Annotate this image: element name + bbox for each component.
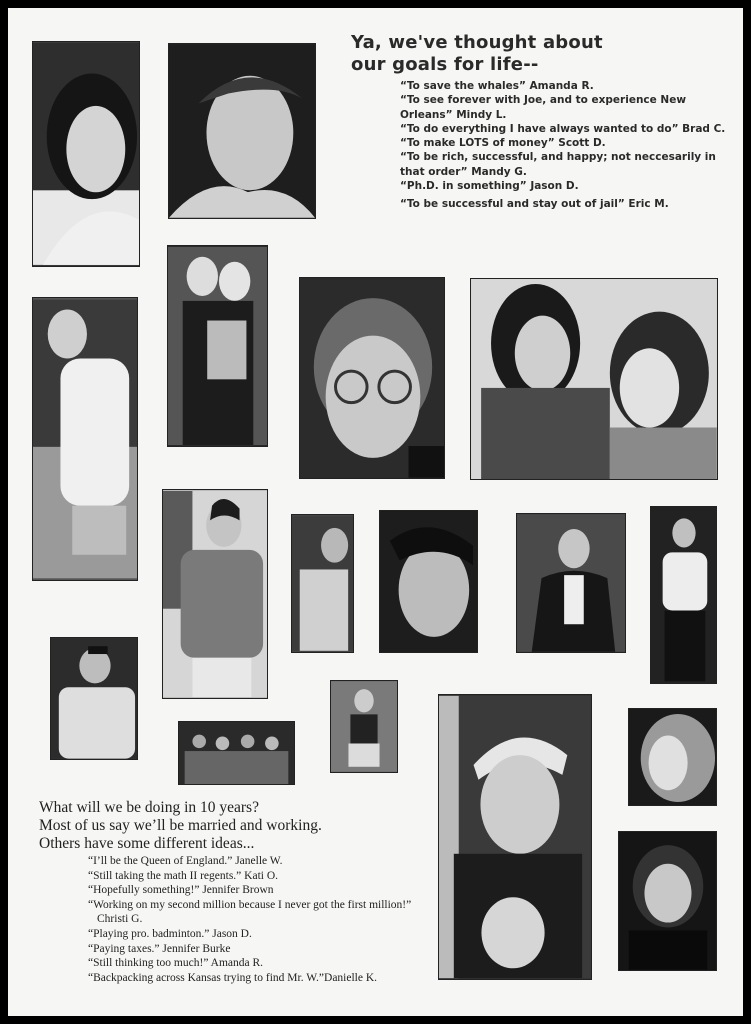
goals-heading-line-1: Ya, we've thought about	[351, 32, 603, 53]
goals-quote: “To make LOTS of money” Scott D.	[400, 137, 606, 150]
photo-group-sitting	[178, 721, 295, 785]
photo-person-seated	[330, 680, 398, 773]
goals-quote: “Ph.D. in something” Jason D.	[400, 180, 579, 193]
photo-girl-glasses-closeup	[299, 277, 445, 479]
goals-quote: “To be successful and stay out of jail” Eric M.	[400, 198, 669, 211]
photo-girl-white-tshirt	[32, 297, 138, 581]
photo-boy-cap-thumbs-up	[438, 694, 592, 980]
ten-years-quote: “Still thinking too much!” Amanda R.	[88, 957, 264, 970]
ten-years-heading-line-2: Most of us say we’ll be married and working.	[39, 817, 322, 834]
yearbook-page	[8, 8, 743, 1016]
goals-quote-list	[400, 79, 740, 212]
photo-boy-smiling	[168, 43, 316, 219]
photo-boy-tuxedo	[516, 513, 626, 653]
goals-quote: “To save the whales” Amanda R.	[400, 80, 594, 92]
ten-years-heading-line-3: Others have some different ideas...	[39, 835, 255, 852]
ten-years-heading-line-1: What will we be doing in 10 years?	[39, 799, 259, 816]
ten-years-quote-list	[88, 854, 428, 985]
goals-quote: “To be rich, successful, and happy; not neccesarily in that order” Mandy G.	[400, 151, 716, 178]
photo-girl-curly-profile	[628, 708, 717, 806]
ten-years-quote: “I’ll be the Queen of England.” Janelle W.	[88, 855, 283, 867]
goals-quote: “To see forever with Joe, and to experience New Orleans” Mindy L.	[400, 94, 687, 121]
photo-boy-towel	[291, 514, 354, 653]
goals-heading-line-2: our goals for life--	[351, 54, 539, 75]
goals-quote: “To do everything I have always wanted to do” Brad C.	[400, 122, 726, 135]
ten-years-quote: “Still taking the math II regents.” Kati O.	[88, 869, 279, 882]
photo-two-girls-smiling	[470, 278, 718, 480]
photo-girl-smiling-dark	[618, 831, 717, 971]
goals-heading	[351, 32, 721, 76]
photo-boy-sweater-glasses	[162, 489, 268, 699]
ten-years-quote: “Hopefully something!” Jennifer Brown	[88, 884, 274, 897]
photo-girl-curly-hair	[32, 41, 140, 267]
ten-years-heading	[39, 799, 399, 853]
ten-years-quote: “Paying taxes.” Jennifer Burke	[88, 942, 231, 955]
photo-two-girls-hugging	[167, 245, 268, 447]
ten-years-quote: “Working on my second million because I never got the first million!” Christi G.	[88, 898, 412, 926]
photo-boy-sweatshirt	[50, 637, 138, 760]
ten-years-quote: “Backpacking across Kansas trying to find Mr. W.”Danielle K.	[88, 971, 378, 984]
photo-girl-white-sweater	[650, 506, 717, 684]
photo-boy-closeup	[379, 510, 478, 653]
ten-years-quote: “Playing pro. badminton.” Jason D.	[88, 927, 252, 940]
